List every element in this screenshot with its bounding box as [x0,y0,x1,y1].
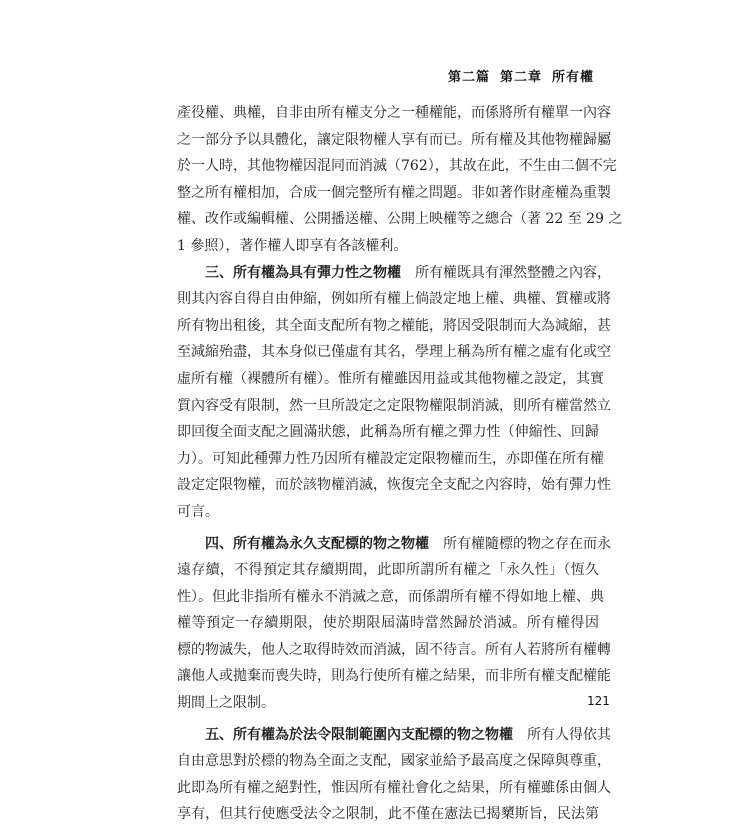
heading-trailing-text: 所有權隨標的物之存在而永 [443,535,611,552]
text-line: 整之所有權相加，合成一個完整所有權之問題。非如著作財產權為重製 [177,184,611,201]
running-header [448,66,594,85]
header-chapter: 第二章 [499,70,542,85]
text-line: 產役權、典權，自非由所有權支分之一種權能，而係將所有權單一內容 [177,105,611,121]
text-line: 自由意思對於標的物為全面之支配，國家並給予最高度之保障與尊重， [177,753,611,770]
section-four-first-line [177,531,611,558]
text-line: 即回復全面支配之圓滿狀態，此稱為所有權之彈力性（伸縮性、回歸 [177,424,599,441]
header-part: 第二篇 [447,70,490,85]
text-line: 享有，但其行使應受法令之限制，此不僅在憲法已揭櫫斯旨，民法第 [177,806,599,823]
page-number: 121 [587,694,610,708]
text-line: 權、改作或編輯權、公開播送權、公開上映權等之總合（著 22 至 29 之 [177,211,623,228]
text-line: 力）。可知此種彈力性乃因所有權設定定限物權而生，亦即僅在所有權 [177,450,604,467]
text-line: 則其內容自得自由伸縮，例如所有權上倘設定地上權、典權、質權或將 [177,291,611,308]
text-line: 質內容受有限制，然一旦所設定之定限物權限制消滅，則所有權當然立 [177,397,611,414]
header-title: 所有權 [551,70,594,85]
text-line: 所有物出租後，其全面支配所有物之權能，將因受限制而大為減縮，甚 [177,317,611,334]
text-line: 1 參照），著作權人即享有各該權利。 [177,237,408,254]
text-line: 至減縮殆盡，其本身似已僅虛有其名，學理上稱為所有權之虛有化或空 [177,344,611,361]
section-heading: 五、所有權為於法令限制範圍內支配標的物之物權 [205,726,513,743]
text-line: 標的物滅失，他人之取得時效而消滅，固不待言。所有人若將所有權轉 [177,641,611,658]
section-three [177,260,611,526]
section-four [177,531,611,717]
section-heading: 三、所有權為具有彈力性之物權 [205,264,401,281]
text-line: 於一人時，其他物權因混同而消滅（762），其故在此，不生由二個不完 [177,158,617,175]
text-line: 讓他人或拋棄而喪失時，則為行使所有權之結果，而非所有權支配權能 [177,668,611,685]
text-line: 性）。但此非指所有權永不消滅之意，而係謂所有權不得如地上權、典 [177,588,604,605]
text-line: 遠存續，不得預定其存續期間，此即所謂所有權之「永久性」（恆久 [177,562,599,579]
text-line: 可言。 [177,503,219,520]
section-five [177,722,611,828]
heading-trailing-text: 所有人得依其 [527,726,611,743]
section-heading: 四、所有權為永久支配標的物之物權 [205,535,429,552]
section-three-first-line [177,260,611,287]
heading-trailing-text: 所有權既具有渾然整體之內容， [415,264,611,281]
text-line: 期間上之限制。 [177,695,275,712]
text-line: 權等預定一存續期限，使於期限屆滿時當然歸於消滅。所有權得因 [177,615,599,632]
text-line: 之一部分予以具體化，讓定限物權人享有而已。所有權及其他物權歸屬 [177,131,611,148]
text-line: 設定定限物權，而於該物權消滅，恢復完全支配之內容時，始有彈力性 [177,477,611,494]
body-text [177,100,623,828]
text-line: 虛所有權（裸體所有權）。惟所有權雖因用益或其他物權之設定，其實 [177,370,604,387]
section-five-first-line [177,722,611,749]
text-line: 此即為所有權之絕對性，惟因所有權社會化之結果，所有權雖係由個人 [177,779,611,796]
paragraph-continuation [177,100,623,260]
